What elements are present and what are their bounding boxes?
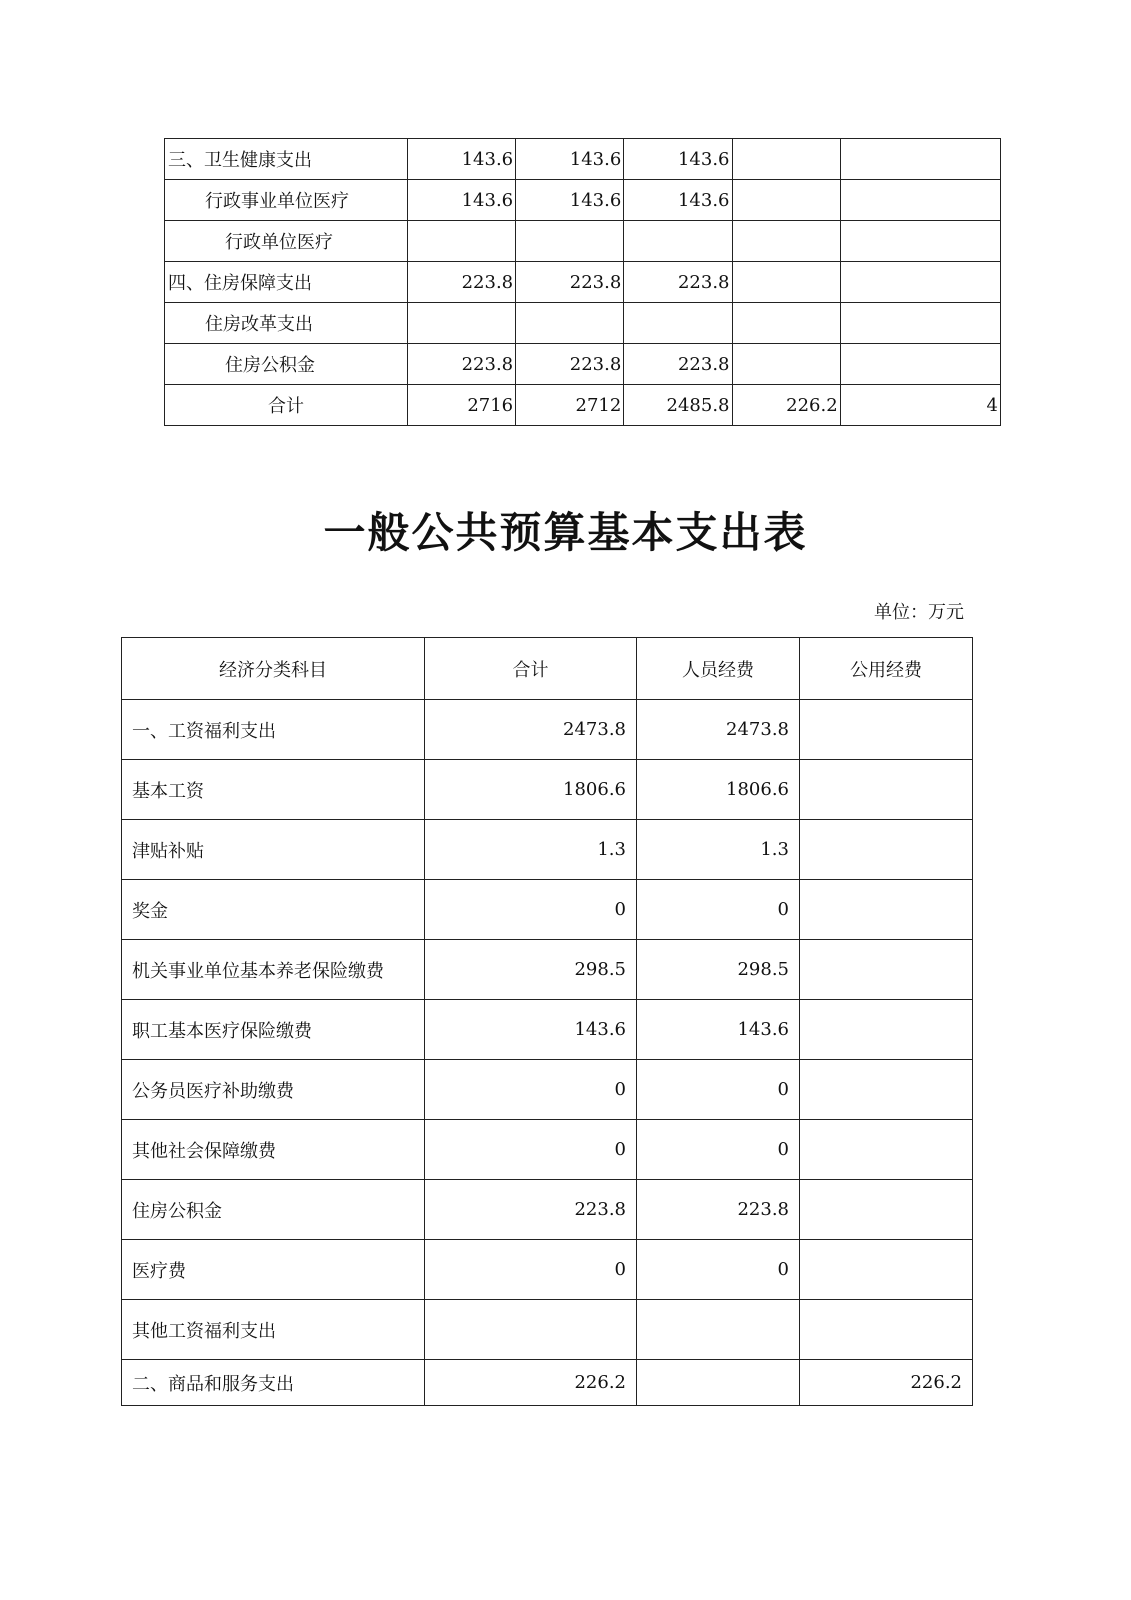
cell: 0 bbox=[425, 1240, 637, 1300]
table-row bbox=[122, 940, 973, 1000]
row-name: 奖金 bbox=[122, 880, 425, 940]
table-row bbox=[122, 760, 973, 820]
cell bbox=[800, 1120, 973, 1180]
cell bbox=[425, 1300, 637, 1360]
cell: 0 bbox=[425, 1060, 637, 1120]
cell: 1806.6 bbox=[637, 760, 800, 820]
cell: 143.6 bbox=[407, 139, 515, 180]
cell: 1.3 bbox=[425, 820, 637, 880]
cell: 226.2 bbox=[425, 1360, 637, 1406]
table-total-row bbox=[165, 385, 1001, 426]
cell bbox=[800, 1180, 973, 1240]
cell bbox=[624, 303, 732, 344]
cell: 4 bbox=[840, 385, 1000, 426]
cell: 143.6 bbox=[624, 139, 732, 180]
cell bbox=[800, 1240, 973, 1300]
cell: 143.6 bbox=[516, 180, 624, 221]
row-name: 机关事业单位基本养老保险缴费 bbox=[122, 940, 425, 1000]
cell bbox=[637, 1300, 800, 1360]
cell: 2473.8 bbox=[637, 700, 800, 760]
cell bbox=[800, 940, 973, 1000]
cell bbox=[840, 221, 1000, 262]
cell bbox=[732, 139, 840, 180]
cell bbox=[840, 344, 1000, 385]
cell bbox=[637, 1360, 800, 1406]
table-row bbox=[165, 303, 1001, 344]
column-header: 公用经费 bbox=[800, 638, 973, 700]
cell: 0 bbox=[637, 1060, 800, 1120]
row-name: 公务员医疗补助缴费 bbox=[122, 1060, 425, 1120]
cell bbox=[407, 303, 515, 344]
column-header: 人员经费 bbox=[637, 638, 800, 700]
cell: 2473.8 bbox=[425, 700, 637, 760]
row-name: 住房改革支出 bbox=[165, 303, 408, 344]
cell bbox=[800, 700, 973, 760]
row-name: 住房公积金 bbox=[165, 344, 408, 385]
cell bbox=[840, 303, 1000, 344]
row-name: 其他社会保障缴费 bbox=[122, 1120, 425, 1180]
cell bbox=[800, 760, 973, 820]
cell: 143.6 bbox=[407, 180, 515, 221]
cell: 0 bbox=[425, 1120, 637, 1180]
column-header: 经济分类科目 bbox=[122, 638, 425, 700]
cell bbox=[800, 880, 973, 940]
cell bbox=[407, 221, 515, 262]
cell: 223.8 bbox=[516, 344, 624, 385]
page-title: 一般公共预算基本支出表 bbox=[323, 508, 808, 557]
row-name: 行政单位医疗 bbox=[165, 221, 408, 262]
table-row bbox=[122, 700, 973, 760]
table-row bbox=[122, 1240, 973, 1300]
cell bbox=[732, 344, 840, 385]
cell: 298.5 bbox=[637, 940, 800, 1000]
cell: 223.8 bbox=[425, 1180, 637, 1240]
table-row bbox=[122, 1180, 973, 1240]
cell bbox=[732, 262, 840, 303]
cell bbox=[732, 221, 840, 262]
cell: 2485.8 bbox=[624, 385, 732, 426]
cell: 1.3 bbox=[637, 820, 800, 880]
cell bbox=[516, 303, 624, 344]
cell: 0 bbox=[425, 880, 637, 940]
cell bbox=[800, 1300, 973, 1360]
table-row bbox=[122, 1360, 973, 1406]
cell: 0 bbox=[637, 880, 800, 940]
table-row bbox=[165, 139, 1001, 180]
row-name: 职工基本医疗保险缴费 bbox=[122, 1000, 425, 1060]
table-row bbox=[165, 262, 1001, 303]
row-name: 二、商品和服务支出 bbox=[122, 1360, 425, 1406]
cell: 298.5 bbox=[425, 940, 637, 1000]
cell: 223.8 bbox=[407, 262, 515, 303]
table-row bbox=[122, 820, 973, 880]
cell: 1806.6 bbox=[425, 760, 637, 820]
cell: 223.8 bbox=[624, 344, 732, 385]
cell: 2716 bbox=[407, 385, 515, 426]
table-row bbox=[122, 1300, 973, 1360]
cell: 0 bbox=[637, 1120, 800, 1180]
cell: 226.2 bbox=[800, 1360, 973, 1406]
basic-expenditure-table bbox=[121, 637, 973, 1406]
cell: 2712 bbox=[516, 385, 624, 426]
cell: 143.6 bbox=[624, 180, 732, 221]
table-row bbox=[122, 1000, 973, 1060]
cell bbox=[516, 221, 624, 262]
cell bbox=[800, 1000, 973, 1060]
row-name: 三、卫生健康支出 bbox=[165, 139, 408, 180]
cell: 223.8 bbox=[516, 262, 624, 303]
unit-label: 单位：万元 bbox=[874, 602, 964, 623]
row-name: 行政事业单位医疗 bbox=[165, 180, 408, 221]
cell: 143.6 bbox=[425, 1000, 637, 1060]
cell: 143.6 bbox=[516, 139, 624, 180]
cell bbox=[840, 262, 1000, 303]
row-name: 住房公积金 bbox=[122, 1180, 425, 1240]
cell bbox=[800, 820, 973, 880]
cell: 223.8 bbox=[637, 1180, 800, 1240]
cell bbox=[732, 303, 840, 344]
cell: 0 bbox=[637, 1240, 800, 1300]
table-row bbox=[165, 221, 1001, 262]
cell bbox=[840, 139, 1000, 180]
row-name: 医疗费 bbox=[122, 1240, 425, 1300]
cell: 226.2 bbox=[732, 385, 840, 426]
table-row bbox=[122, 1060, 973, 1120]
table-row bbox=[122, 1120, 973, 1180]
table-row bbox=[122, 880, 973, 940]
cell bbox=[624, 221, 732, 262]
cell bbox=[840, 180, 1000, 221]
column-header: 合计 bbox=[425, 638, 637, 700]
row-name: 合计 bbox=[165, 385, 408, 426]
table-header-row bbox=[122, 638, 973, 700]
continuation-table bbox=[164, 138, 1001, 426]
row-name: 基本工资 bbox=[122, 760, 425, 820]
row-name: 一、工资福利支出 bbox=[122, 700, 425, 760]
cell: 223.8 bbox=[624, 262, 732, 303]
row-name: 四、住房保障支出 bbox=[165, 262, 408, 303]
table-row bbox=[165, 344, 1001, 385]
row-name: 其他工资福利支出 bbox=[122, 1300, 425, 1360]
cell: 223.8 bbox=[407, 344, 515, 385]
cell: 143.6 bbox=[637, 1000, 800, 1060]
row-name: 津贴补贴 bbox=[122, 820, 425, 880]
table-row bbox=[165, 180, 1001, 221]
cell bbox=[800, 1060, 973, 1120]
cell bbox=[732, 180, 840, 221]
